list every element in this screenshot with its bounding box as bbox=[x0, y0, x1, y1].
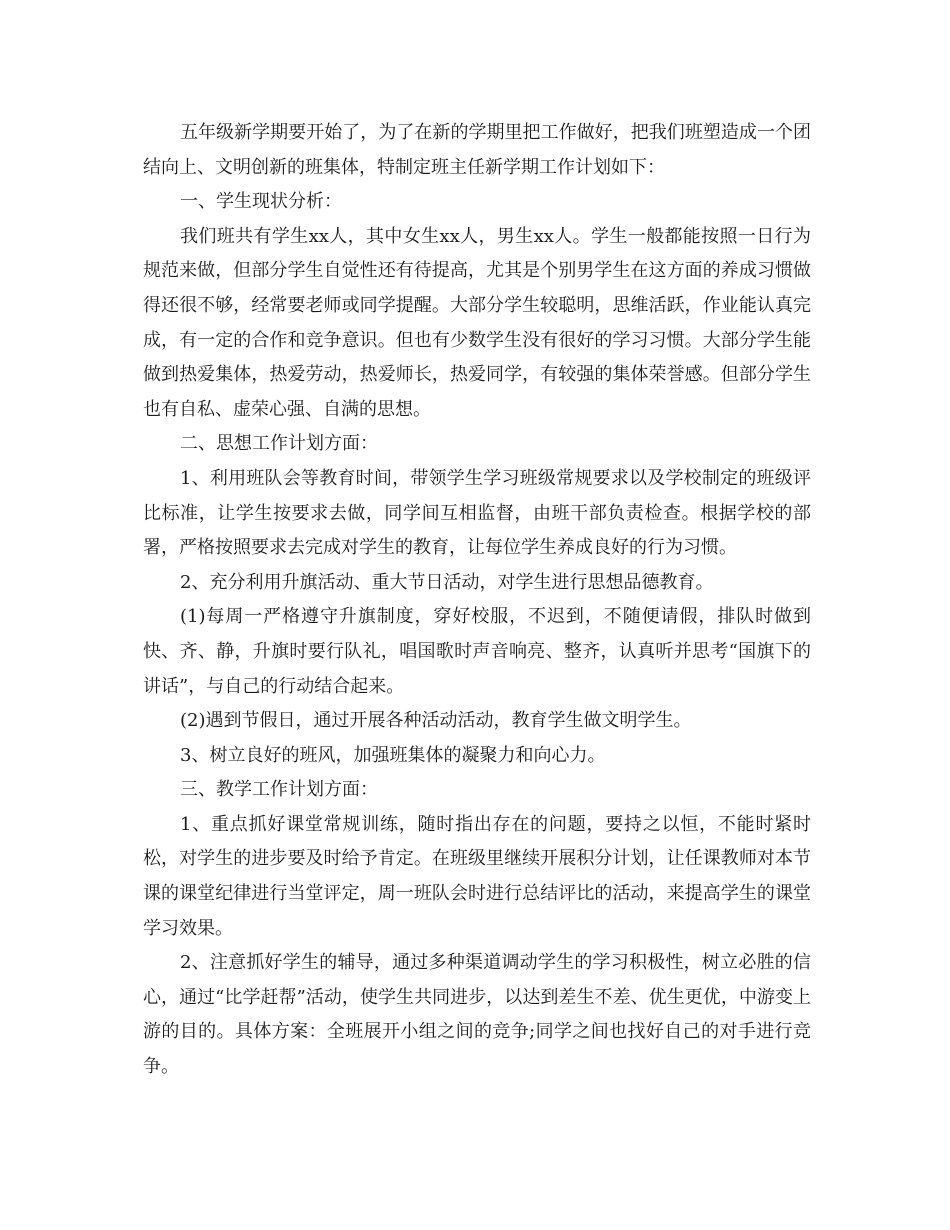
ideological-item-3: 3、树立良好的班风，加强班集体的凝聚力和向心力。 bbox=[180, 744, 606, 766]
ideological-item-1: 1、利用班队会等教育时间，带领学生学习班级常规要求以及学校制定的班级评比标准，让学生按要求去做，同学间互相监督，由班干部负责检查。根据学校的部署，严格按照要求去完成对学生的教育，让每位学生养成良好的行为习惯。 bbox=[143, 467, 811, 559]
teaching-item-1: 1、重点抓好课堂常规训练，随时指出存在的问题，要持之以恒，不能时紧时松，对学生的进步要及时给予肯定。在班级里继续开展积分计划，让任课教师对本节课的课堂纪律进行当堂评定，周一班队会时进行总结评比的活动，来提高学生的课堂学习效果。 bbox=[143, 813, 811, 939]
section-heading-ideological-work: 二、思想工作计划方面： bbox=[180, 433, 378, 455]
student-analysis-paragraph: 我们班共有学生xx人，其中女生xx人，男生xx人。学生一般都能按照一日行为规范来做，但部分学生自觉性还有待提高，尤其是个别男学生在这方面的养成习惯做得还很不够，经常要老师或同学提醒。大部分学生较聪明，思维活跃，作业能认真完成，有一定的合作和竞争意识。但也有少数学生没有很好的学习习惯。大部分学生能做到热爱集体，热爱劳动，热爱师长，热爱同学，有较强的集体荣誉感。但部分学生也有自私、虚荣心强、自满的思想。 bbox=[143, 225, 811, 420]
ideological-item-2: 2、充分利用升旗活动、重大节日活动，对学生进行思想品德教育。 bbox=[180, 571, 714, 593]
section-heading-teaching-work: 三、教学工作计划方面： bbox=[180, 779, 378, 801]
teaching-item-2: 2、注意抓好学生的辅导，通过多种渠道调动学生的学习积极性，树立必胜的信心，通过“比学赶帮”活动，使学生共同进步，以达到差生不差、优生更优，中游变上游的目的。具体方案：全班展开小组之间的竞争;同学之间也找好自己的对手进行竞争。 bbox=[143, 952, 811, 1078]
ideological-subitem-2: (2)遇到节假日，通过开展各种活动活动，教育学生做文明学生。 bbox=[180, 710, 692, 732]
section-heading-student-analysis: 一、学生现状分析： bbox=[180, 191, 342, 213]
ideological-subitem-1: (1)每周一严格遵守升旗制度，穿好校服，不迟到，不随便请假，排队时做到快、齐、静，升旗时要行队礼，唱国歌时声音响亮、整齐，认真听并思考“国旗下的讲话”，与自己的行动结合起来。 bbox=[143, 606, 811, 697]
document-body bbox=[143, 116, 811, 1085]
intro-paragraph: 五年级新学期要开始了，为了在新的学期里把工作做好，把我们班塑造成一个团结向上、文明创新的班集体，特制定班主任新学期工作计划如下： bbox=[143, 122, 811, 178]
